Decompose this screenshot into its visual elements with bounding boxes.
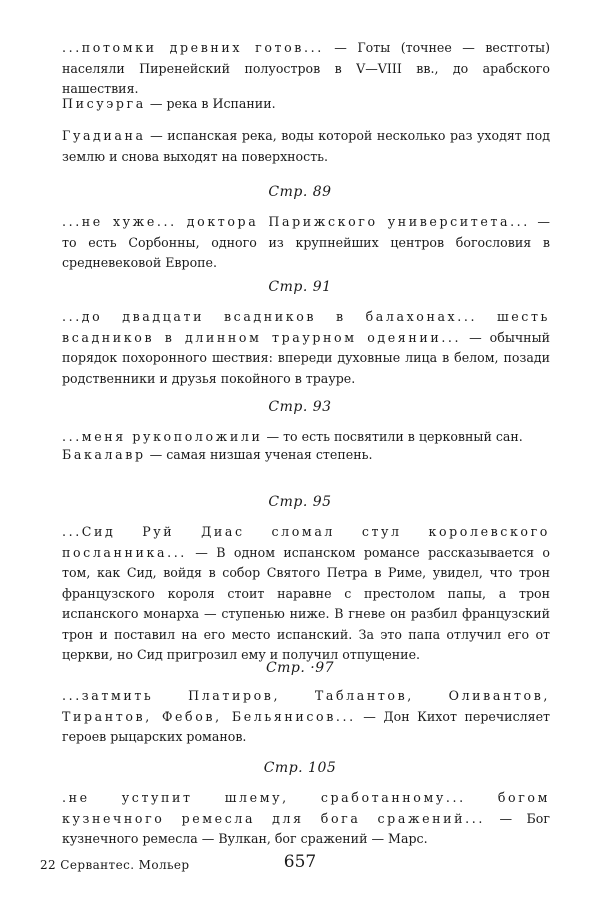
page-ref-heading: Стр. 91: [268, 279, 332, 295]
note-text: — то есть Сорбонны, одного из крупнейших центров богословия в средневековой Европе.: [62, 214, 550, 270]
note-term: ...потомки древних готов...: [62, 40, 324, 55]
page-number: 657: [283, 852, 317, 872]
note-term: .не уступит шлему, сработанному... богом кузнечного ремесла для бога сражений...: [62, 790, 550, 826]
note-guadiana: [62, 126, 550, 167]
note-funeral: [62, 307, 550, 389]
note-pisuerga: [62, 94, 550, 115]
note-text: — Дон Кихот перечисляет героев рыцарских романов.: [62, 708, 550, 744]
page-ref-heading: Стр. 89: [268, 184, 332, 200]
note-term: ...затмить Платиров, Таблантов, Оливантов, Тирантов, Фебов, Бельянисов...: [62, 688, 550, 724]
note-vulcan: [62, 788, 550, 850]
note-text: — то есть посвятили в церковный сан.: [262, 429, 523, 444]
printer-signature: 22 Сервантес. Мольер: [40, 858, 190, 872]
note-text: — испанская река, воды которой несколько раз уходят под землю и снова выходят на поверхность.: [62, 128, 550, 164]
note-term: ...не хуже... доктора Парижского университета...: [62, 214, 530, 229]
note-sorbonne: [62, 212, 550, 274]
note-text: — обычный порядок похоронного шествия: впереди духовные лица в белом, позади родственники и друзья покойного в трауре.: [62, 329, 550, 386]
page-ref-heading: Стр. 93: [268, 399, 332, 415]
note-goths: [62, 38, 550, 100]
page-ref-heading: Стр. 105: [263, 760, 337, 776]
page-ref-heading: Стр. 95: [268, 494, 332, 510]
note-term: ...меня рукоположили: [62, 429, 263, 444]
note-term: Гуадиана: [62, 128, 146, 143]
note-text: — река в Испании.: [145, 96, 276, 111]
note-cid: [62, 522, 550, 666]
note-text: — Бог кузнечного ремесла — Вулкан, бог сражений — Марс.: [62, 810, 550, 846]
note-term: ...Сид Руй Диас сломал стул королевского посланника...: [62, 524, 550, 560]
note-term: Писуэрга: [62, 96, 146, 111]
note-term: ...до двадцати всадников в балахонах... шесть всадников в длинном траурном одеянии...: [62, 309, 550, 345]
note-knights: [62, 686, 550, 748]
note-text: — В одном испанском романсе рассказывается о том, как Сид, войдя в собор Святого Петра в Риме, увидел, что трон французского короля стоит наравне с престолом папы, а трон испанского монарха — ступенью ниже. В гневе он разбил французский трон и поставил на его место испанский. За это папа отлучил его от церкви, но Сид пригрозил ему и получил отпущение.: [62, 544, 550, 662]
page-ref-heading: Стр. ·97: [265, 660, 335, 676]
note-text: — Готы (точнее — вестготы) населяли Пиренейский полуостров в V—VIII вв., до арабского нашествия.: [62, 40, 550, 96]
note-term: Бакалавр: [62, 447, 146, 462]
note-text: — самая низшая ученая степень.: [145, 447, 373, 462]
note-bachelor: [62, 445, 550, 466]
